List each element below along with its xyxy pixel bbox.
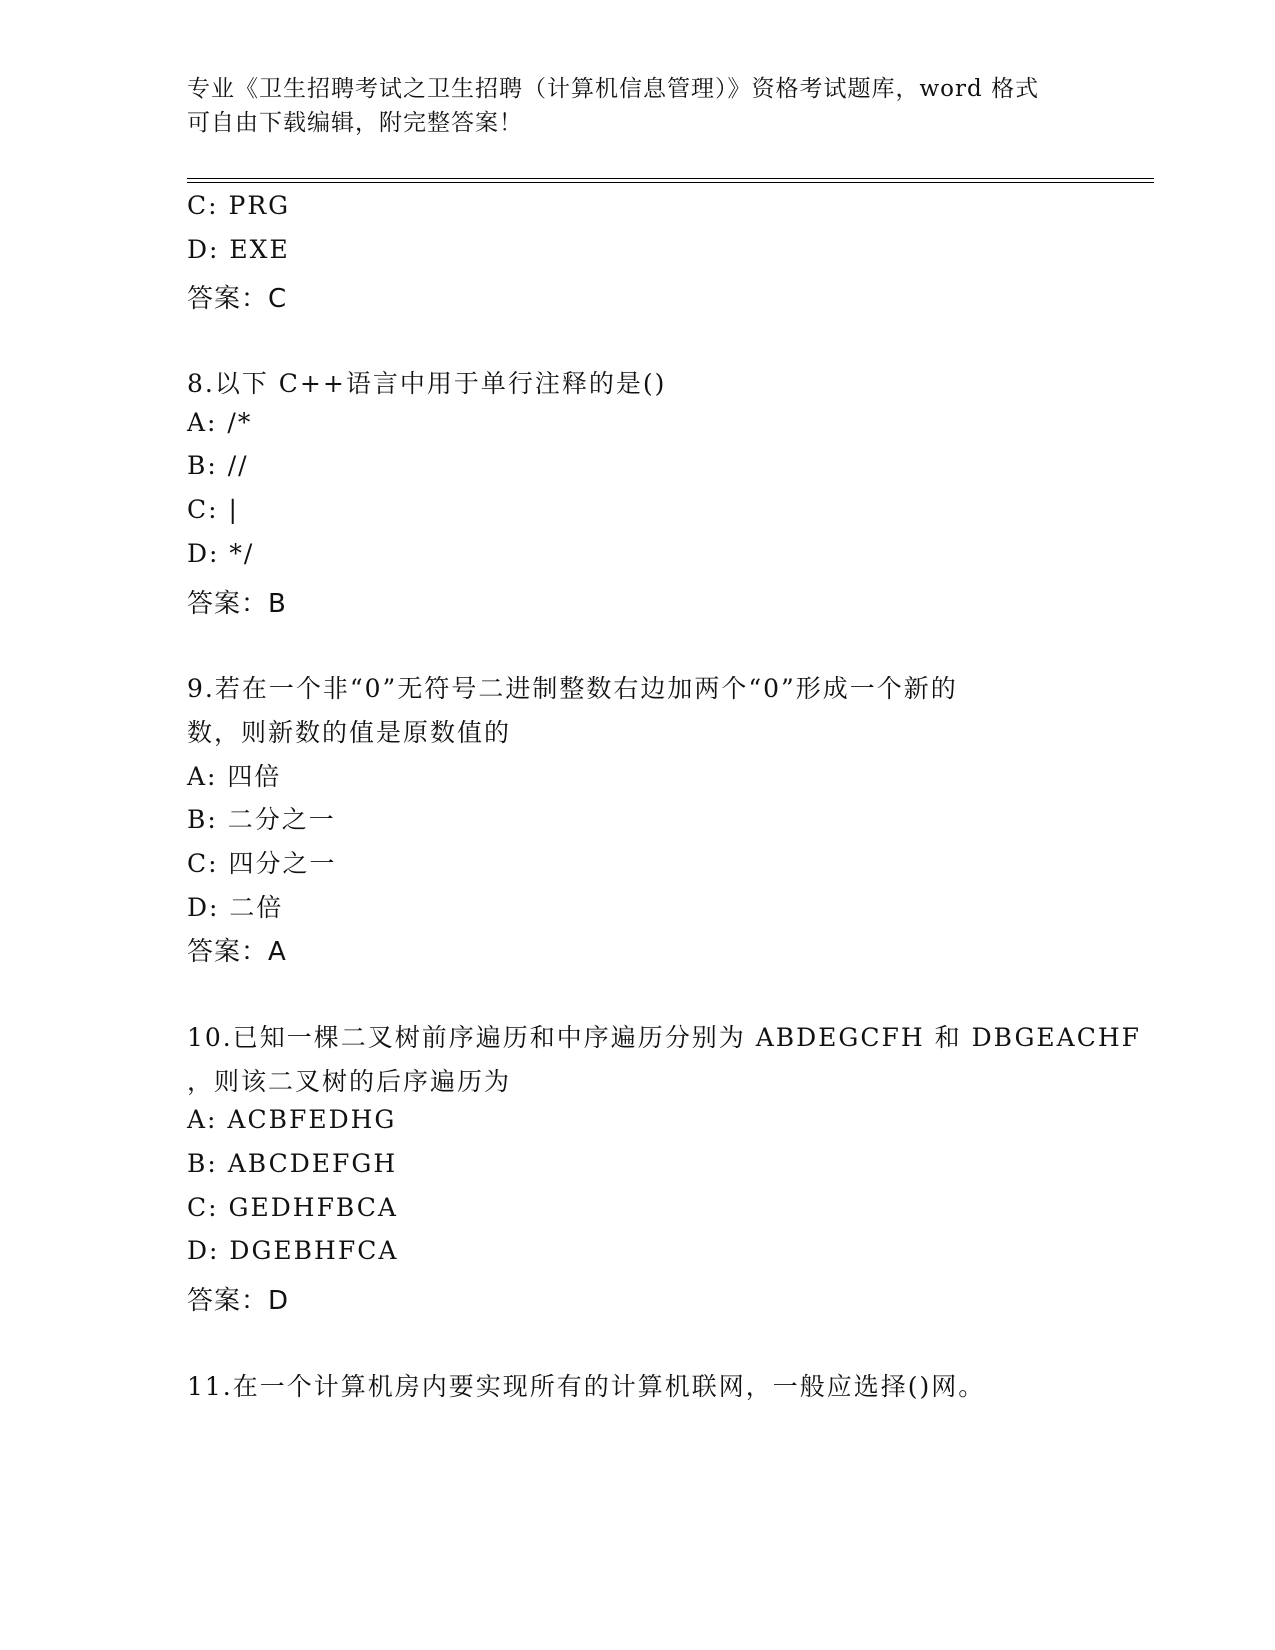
question-11-stem: 11.在一个计算机房内要实现所有的计算机联网，一般应选择()网。 (187, 1372, 986, 1401)
question-8-option-d: D: */ (187, 539, 255, 568)
question-9-option-d: D: 二倍 (187, 893, 284, 922)
header-divider (187, 178, 1154, 183)
option-d: D: EXE (187, 235, 290, 264)
question-9-option-a: A: 四倍 (187, 762, 282, 791)
question-8-option-a: A: /* (187, 408, 253, 437)
question-9-option-b: B: 二分之一 (187, 805, 336, 834)
option-c: C: PRG (187, 191, 291, 220)
question-8-answer: 答案：B (187, 589, 287, 619)
question-9-answer: 答案：A (187, 937, 287, 967)
header-line-2: 可自由下载编辑，附完整答案！ (187, 110, 523, 136)
answer: 答案：C (187, 284, 288, 314)
question-10-option-c: C: GEDHFBCA (187, 1193, 398, 1222)
question-8-option-b: B: // (187, 451, 249, 480)
question-10-option-d: D: DGEBHFCA (187, 1236, 399, 1265)
question-8-option-c: C: | (187, 495, 239, 524)
header-line-1: 专业《卫生招聘考试之卫生招聘（计算机信息管理）》资格考试题库，word 格式 (187, 76, 1040, 102)
question-9-stem-line-2: 数，则新数的值是原数值的 (187, 718, 512, 747)
question-10-answer: 答案：D (187, 1286, 290, 1316)
document-header (187, 72, 1067, 140)
question-9-option-c: C: 四分之一 (187, 849, 337, 878)
question-10-option-b: B: ABCDEFGH (187, 1149, 398, 1178)
question-8-stem: 8.以下 C++语言中用于单行注释的是() (187, 369, 667, 398)
question-9-stem-line-1: 9.若在一个非“0”无符号二进制整数右边加两个“0”形成一个新的 (187, 674, 958, 703)
question-10-option-a: A: ACBFEDHG (187, 1105, 397, 1134)
question-10-stem-line-1: 10.已知一棵二叉树前序遍历和中序遍历分别为 ABDEGCFH 和 DBGEACHF (187, 1023, 1141, 1052)
question-10-stem-line-2: ，则该二叉树的后序遍历为 (187, 1067, 512, 1096)
